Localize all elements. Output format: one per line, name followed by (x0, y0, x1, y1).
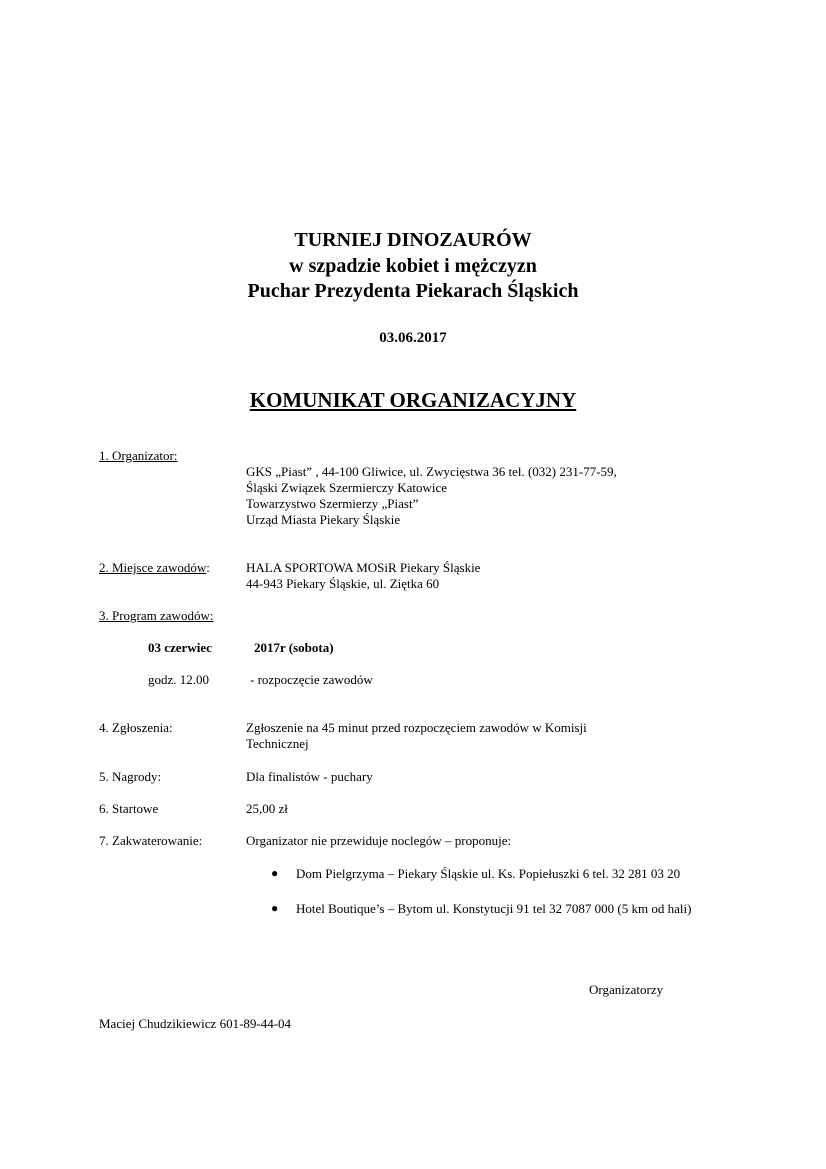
bullet-icon: ● (271, 866, 279, 880)
miejsce-label-colon: : (206, 560, 210, 575)
organizator-line: Urząd Miasta Piekary Śląskie (246, 512, 401, 527)
bullet-icon: ● (271, 901, 279, 915)
program-event: - rozpoczęcie zawodów (250, 672, 373, 687)
startowe-value: 25,00 zł (246, 801, 288, 816)
zgloszenia-label: 4. Zgłoszenia: (99, 720, 173, 735)
organizator-line: Towarzystwo Szermierzy „Piast” (246, 496, 419, 511)
zakwaterowanie-label: 7. Zakwaterowanie: (99, 833, 203, 848)
miejsce-label (99, 560, 210, 576)
nagrody-label: 5. Nagrody: (99, 769, 162, 784)
zgloszenia-line: Zgłoszenie na 45 minut przed rozpoczęciem zawodów w Komisji (246, 720, 587, 735)
startowe-label: 6. Startowe (99, 801, 159, 816)
accommodation-item: Hotel Boutique’s – Bytom ul. Konstytucji 91 tel 32 7087 000 (5 km od hali) (296, 901, 692, 916)
event-date: 03.06.2017 (379, 330, 447, 346)
title-line-1: TURNIEJ DINOZAURÓW (294, 229, 532, 251)
organizator-label: 1. Organizator: (99, 448, 178, 463)
contact-line: Maciej Chudzikiewicz 601-89-44-04 (99, 1016, 292, 1031)
organizator-line: GKS „Piast” , 44-100 Gliwice, ul. Zwycięstwa 36 tel. (032) 231-77-59, (246, 464, 617, 479)
nagrody-value: Dla finalistów - puchary (246, 769, 373, 784)
komunikat-heading: KOMUNIKAT ORGANIZACYJNY (249, 388, 577, 412)
program-label: 3. Program zawodów: (99, 608, 214, 623)
organizator-line: Śląski Związek Szermierczy Katowice (246, 480, 448, 495)
accommodation-item: Dom Pielgrzyma – Piekary Śląskie ul. Ks. Popiełuszki 6 tel. 32 281 03 20 (296, 866, 681, 881)
miejsce-line: HALA SPORTOWA MOSiR Piekary Śląskie (246, 560, 481, 575)
program-year-day: 2017r (sobota) (254, 640, 334, 655)
program-day: 03 czerwiec (148, 640, 212, 655)
title-line-2: w szpadzie kobiet i mężczyzn (289, 255, 537, 277)
signature: Organizatorzy (589, 982, 664, 997)
title-line-3: Puchar Prezydenta Piekarach Śląskich (247, 280, 579, 302)
miejsce-label-text: 2. Miejsce zawodów (99, 560, 207, 575)
program-time: godz. 12.00 (148, 672, 210, 687)
zgloszenia-line: Technicznej (246, 736, 309, 751)
miejsce-line: 44-943 Piekary Śląskie, ul. Ziętka 60 (246, 576, 440, 591)
zakwaterowanie-intro: Organizator nie przewiduje noclegów – proponuje: (246, 833, 512, 848)
